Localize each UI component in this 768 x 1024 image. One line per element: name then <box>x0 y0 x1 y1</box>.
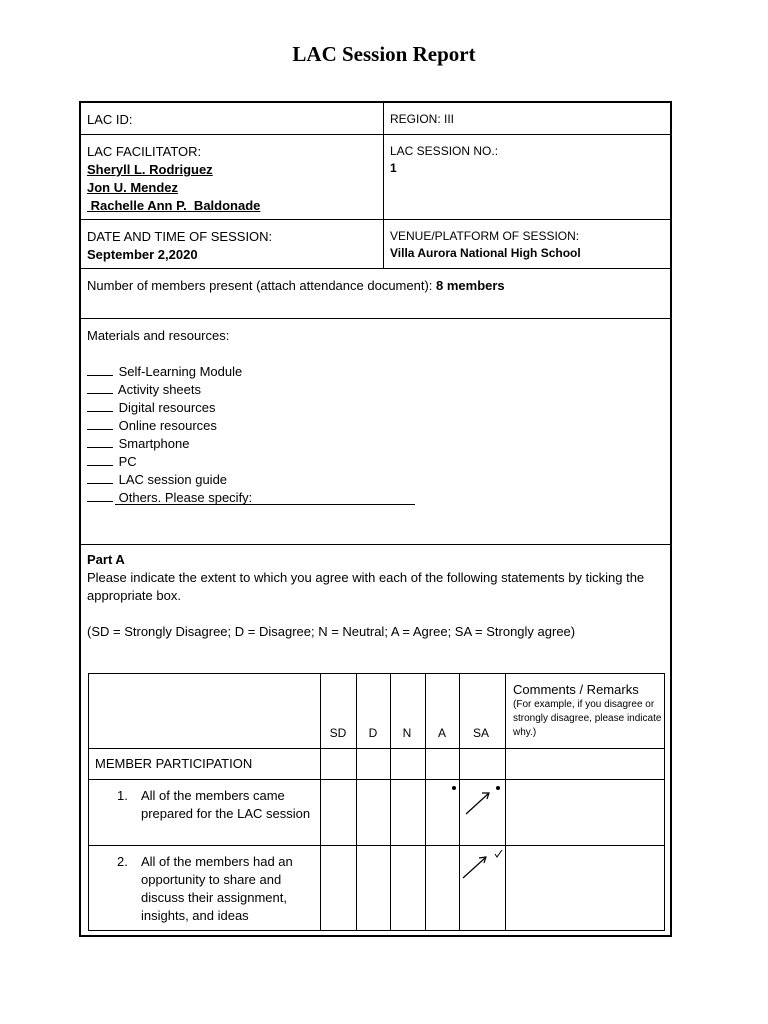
divider <box>89 779 664 780</box>
facilitator-name-3: Rachelle Ann P. Baldonade <box>87 198 261 213</box>
part-a <box>81 545 670 647</box>
date-field[interactable] <box>81 220 383 268</box>
divider <box>390 674 391 930</box>
checkbox-blank[interactable] <box>87 454 113 466</box>
divider <box>505 674 506 930</box>
venue-value: Villa Aurora National High School <box>390 246 581 260</box>
statement-number: 2. <box>117 854 128 869</box>
comments-note: (For example, if you disagree or strongly disagree, please indicate why.) <box>513 699 662 738</box>
material-label: PC <box>118 454 137 469</box>
comments-header <box>513 682 663 740</box>
region-label: REGION: III <box>390 112 455 126</box>
col-header-sd: SD <box>329 726 347 740</box>
col-header-d: D <box>368 726 378 740</box>
section-member-participation: MEMBER PARTICIPATION <box>95 756 253 771</box>
material-item[interactable] <box>87 381 664 399</box>
divider <box>356 674 357 930</box>
material-item[interactable] <box>87 453 664 471</box>
checkbox-blank[interactable] <box>87 400 113 412</box>
statement-number: 1. <box>117 788 128 803</box>
rating-table <box>88 673 665 931</box>
part-a-legend: (SD = Strongly Disagree; D = Disagree; N = Neutral; A = Agree; SA = Strongly agree) <box>87 624 576 639</box>
row-members <box>81 269 670 319</box>
material-item[interactable] <box>87 435 664 453</box>
col-header-sa: SA <box>472 726 489 740</box>
material-label: Self-Learning Module <box>118 364 243 379</box>
row-materials <box>81 319 670 545</box>
facilitator-name-2: Jon U. Mendez <box>87 180 179 195</box>
material-label: Others. Please specify: <box>118 490 253 505</box>
checkbox-blank[interactable] <box>87 436 113 448</box>
page-title: LAC Session Report <box>292 42 476 66</box>
report-form <box>79 101 672 937</box>
specify-input-line[interactable] <box>115 504 415 505</box>
part-a-heading: Part A <box>87 552 125 567</box>
material-label: Digital resources <box>118 400 216 415</box>
members-field[interactable] <box>81 269 670 318</box>
session-no-field[interactable] <box>383 135 670 219</box>
venue-label: VENUE/PLATFORM OF SESSION: <box>390 229 580 243</box>
material-item[interactable] <box>87 471 664 489</box>
row-facilitator <box>81 135 670 220</box>
lac-id-label: LAC ID: <box>87 112 133 127</box>
statement-text: All of the members came prepared for the LAC session <box>141 788 311 821</box>
date-label: DATE AND TIME OF SESSION: <box>87 229 273 244</box>
date-value: September 2,2020 <box>87 247 198 262</box>
members-value: 8 members <box>436 278 505 293</box>
row-ids <box>81 103 670 135</box>
comments-title: Comments / Remarks <box>513 682 639 697</box>
material-item[interactable] <box>87 417 664 435</box>
facilitator-label: LAC FACILITATOR: <box>87 144 202 159</box>
materials-field <box>81 319 670 544</box>
col-header-a: A <box>437 726 446 740</box>
part-a-instruction: Please indicate the extent to which you agree with each of the following statements by ticking the appropriate box. <box>87 570 645 603</box>
facilitator-field[interactable] <box>81 135 383 219</box>
lac-id-field[interactable] <box>81 103 383 134</box>
checkbox-blank[interactable] <box>87 418 113 430</box>
materials-list <box>87 363 664 507</box>
col-header-n: N <box>402 726 412 740</box>
divider <box>89 845 664 846</box>
divider <box>89 748 664 749</box>
region-field[interactable] <box>383 103 670 134</box>
checkbox-blank[interactable] <box>87 490 113 502</box>
material-label: LAC session guide <box>118 472 228 487</box>
tick-mark-row-1[interactable] <box>451 782 501 822</box>
materials-label: Materials and resources: <box>87 328 230 343</box>
tick-mark-row-2[interactable] <box>461 850 511 884</box>
checkbox-blank[interactable] <box>87 364 113 376</box>
material-item[interactable] <box>87 399 664 417</box>
divider <box>425 674 426 930</box>
divider <box>320 674 321 930</box>
checkbox-blank[interactable] <box>87 382 113 394</box>
session-no-label: LAC SESSION NO.: <box>390 144 499 158</box>
facilitator-name-1: Sheryll L. Rodriguez <box>87 162 213 177</box>
material-label: Activity sheets <box>117 382 201 397</box>
checkbox-blank[interactable] <box>87 472 113 484</box>
venue-field[interactable] <box>383 220 670 268</box>
members-label: Number of members present (attach attendance document): <box>87 278 437 293</box>
session-no-value: 1 <box>390 161 397 175</box>
row-date-venue <box>81 220 670 269</box>
material-label: Smartphone <box>118 436 190 451</box>
material-label: Online resources <box>118 418 217 433</box>
statement-text: All of the members had an opportunity to share and discuss their assignment, insights, and ideas <box>141 854 293 923</box>
material-item[interactable] <box>87 363 664 381</box>
